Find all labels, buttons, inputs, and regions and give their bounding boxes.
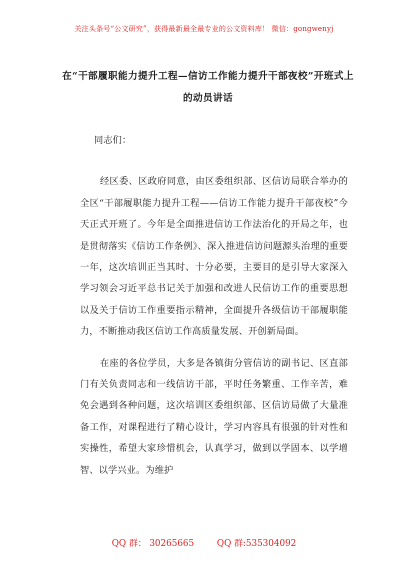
header-banner: 关注头条号“公文研究”，获得最新最全最专业的公文资料库！ 微信：gongwenyj — [74, 25, 334, 33]
footer-contact — [0, 536, 408, 549]
document-body — [80, 130, 348, 491]
salutation: 同志们： — [94, 135, 132, 146]
body-paragraph: 在座的各位学员，大多是各镇街分管信访的副书记、区直部门有关负责同志和一线信访干部，平时任务繁重、工作辛苦，难免会遇到各种问题，这次培训区委组织部、区信访局做了大量准备工作，对课程进行了精心设计，学习内容具有很强的针对性和实操性，希望大家珍惜机会，认真学习，做到以学固本、以学增智、以学兴业。为维护 — [80, 357, 348, 476]
footer-qq-group-left: QQ 群： 30265665 — [111, 539, 195, 549]
footer-qq-group-right: QQ 群:535304092 — [216, 539, 297, 549]
document-title: 在“干部履职能力提升工程—信访工作能力提升干部夜校”开班式上的动员讲话 — [62, 71, 354, 104]
body-paragraph: 经区委、区政府同意，由区委组织部、区信访局联合举办的全区“干部履职能力提升工程——信访工作能力提升干部夜校”今天正式开班了。今年是全面推进信访工作法治化的开局之年，也是贯彻落实《信访工作条例》、深入推进信访问题源头治理的重要一年，这次培训正当其时、十分必要，主要目的是引导大家深入学习领会习近平总书记关于加强和改进人民信访工作的重要思想以及关于信访工作重要指示精神，全面提升各级信访干部履职能力，不断推动我区信访工作高质量发展、开创新局面。 — [80, 176, 348, 338]
